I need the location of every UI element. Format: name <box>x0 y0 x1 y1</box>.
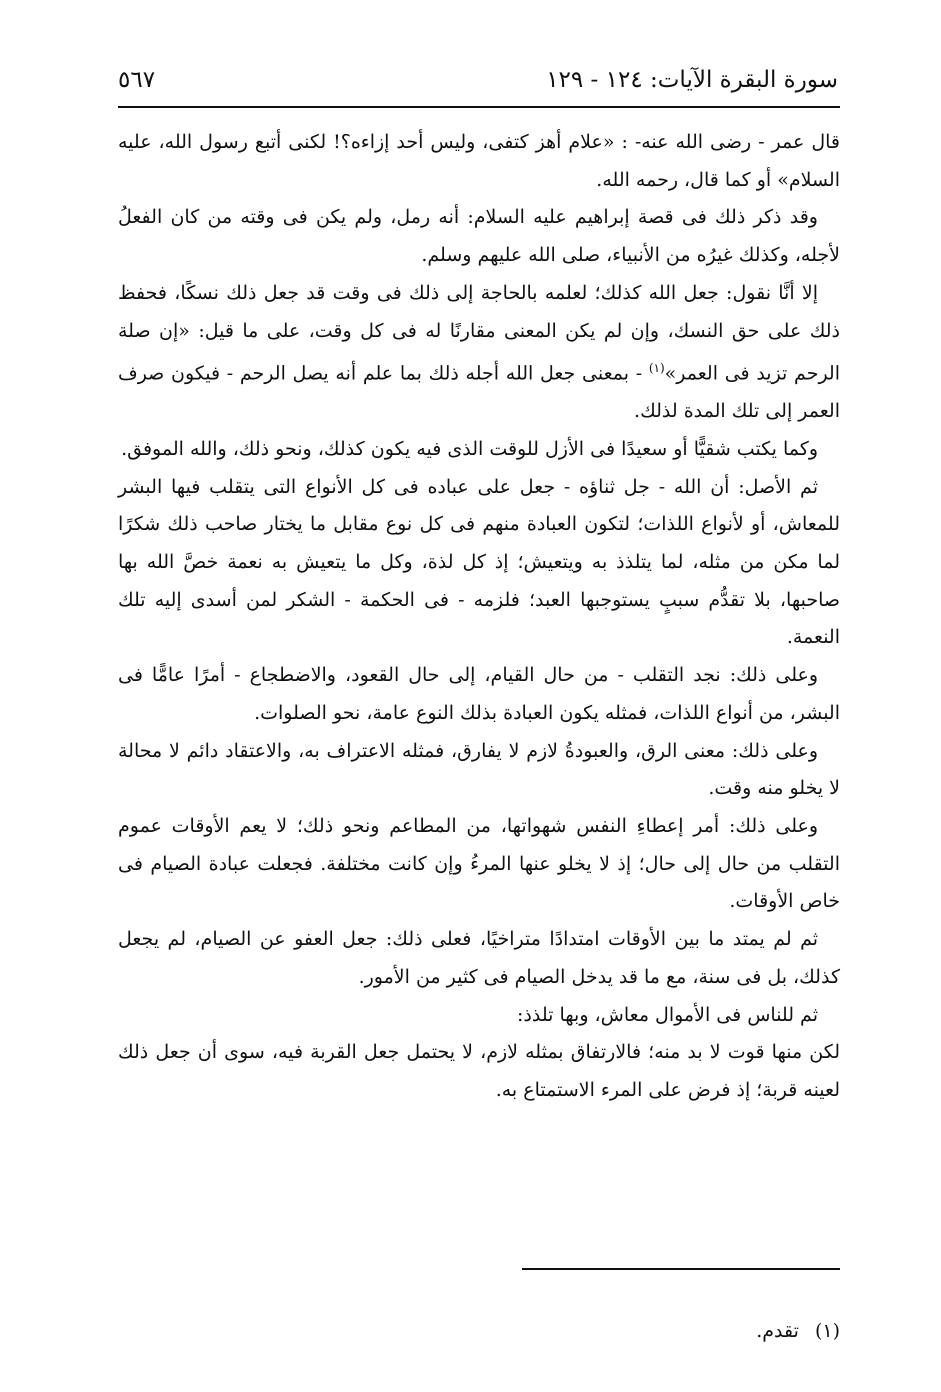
footnote-text: تقدم. <box>756 1320 799 1342</box>
page-header <box>118 58 838 102</box>
paragraph: وعلى ذلك: نجد التقلب - من حال القيام، إلى حال القعود، والاضطجاع - أمرًا عامًّا فى البشر، من أنواع اللذات، فمثله يكون العبادة بذلك النوع عامة، نحو الصلوات. <box>118 664 840 724</box>
paragraph: ثم لم يمتد ما بين الأوقات امتدادًا متراخيًا، فعلى ذلك: جعل العفو عن الصيام، لم يجعل كذلك، بل فى سنة، مع ما قد يدخل الصيام فى كثير من الأمور. <box>118 928 840 988</box>
paragraph: ثم للناس فى الأموال معاش، وبها تلذذ: <box>517 1003 818 1026</box>
paragraph <box>118 275 840 431</box>
footnote-rule <box>522 1268 840 1270</box>
paragraph: وعلى ذلك: أمر إعطاءِ النفس شهواتها، من المطاعم ونحو ذلك؛ لا يعم الأوقات عموم التقلب من حال إلى حال؛ إذ لا يخلو عنها المرءُ وإن كانت مختلفة. فجعلت عبادة الصيام فى خاص الأوقات. <box>118 814 840 913</box>
main-text <box>118 124 840 1110</box>
running-title: سورة البقرة الآيات: ١٢٤ - ١٢٩ <box>546 67 838 93</box>
paragraph: ثم الأصل: أن الله - جل ثناؤه - جعل على عباده فى كل الأنواع التى يتقلب فيها البشر للمعاش، أو لأنواع اللذات؛ لتكون العبادة منهم فى كل نوع مقابل ما يختار صاحب ذلك شكرًا لما مكن من مثله، لما يتلذذ به ويتعيش؛ إذ كل لذة، وكل ما يتعيش به نعمة خصَّ الله بها صاحبها، بلا تقدُّم سببٍ يستوجبها العبد؛ فلزمه - فى الحكمة - الشكر لمن أسدى إليه تلك النعمة. <box>118 475 840 649</box>
header-rule <box>118 106 840 108</box>
paragraph: وعلى ذلك: معنى الرق، والعبودةُ لازم لا يفارق، فمثله الاعتراف به، والاعتقاد دائم لا محالة لا يخلو منه وقت. <box>118 739 840 800</box>
footnote <box>118 1316 840 1346</box>
paragraph: قال عمر - رضى الله عنه- : «علام أهز كتفى، وليس أحد إزاءه؟! لكنى أتبع رسول الله، عليه السلام» أو كما قال، رحمه الله. <box>118 131 840 191</box>
paragraph: وكما يكتب شقيًّا أو سعيدًا فى الأزل للوقت الذى فيه يكون كذلك، ونحو ذلك، والله الموفق. <box>121 437 818 460</box>
footnote-marker: (١) <box>648 361 665 376</box>
paragraph: لكن منها قوت لا بد منه؛ فالارتفاق بمثله لازم، لا يحتمل جعل القربة فيه، سوى أن جعل ذلك لعينه قربة؛ إذ فرض على المرء الاستمتاع به. <box>118 1041 840 1101</box>
paragraph-text: - بمعنى جعل الله أجله ذلك بما علم أنه يصل الرحم - فيكون صرف العمر إلى تلك المدة لذلك. <box>118 362 840 423</box>
page-number: ٥٦٧ <box>118 67 156 93</box>
footnote-number: (١) <box>814 1320 840 1342</box>
paragraph: وقد ذكر ذلك فى قصة إبراهيم عليه السلام: أنه رمل، ولم يكن فى وقته من كان الفعلُ لأجله، وكذلك غيرُه من الأنبياء، صلى الله عليهم وسلم. <box>118 206 840 267</box>
paragraph-text: إلا أنَّا نقول: جعل الله كذلك؛ لعلمه بالحاجة إلى ذلك فى وقت قد جعل ذلك نسكًا، فحفظ ذلك على حق النسك، وإن لم يكن المعنى مقارنًا له فى كل وقت، على ما قيل: «إن صلة الرحم تزيد فى العمر» <box>118 281 840 385</box>
